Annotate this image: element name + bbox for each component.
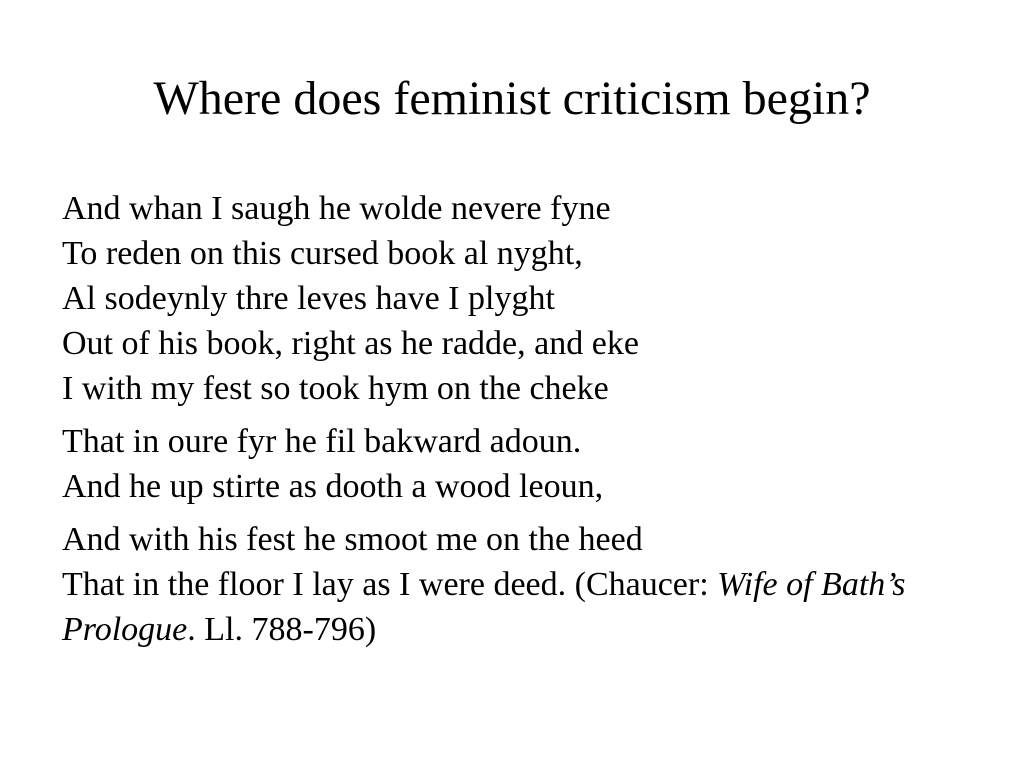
line-reference: . Ll. 788-796)	[187, 611, 377, 648]
verse-line: To reden on this cursed book al nyght,	[62, 235, 583, 272]
stanza-2	[62, 419, 982, 509]
verse-line: Out of his book, right as he radde, and eke	[62, 325, 639, 362]
work-title: Wife of Bath’s Prologue	[62, 566, 906, 648]
verse-line: That in oure fyr he fil bakward adoun.	[62, 423, 582, 460]
verse-line: Al sodeynly thre leves have I plyght	[62, 280, 555, 317]
stanza-3	[62, 517, 982, 652]
verse-line: And whan I saugh he wolde nevere fyne	[62, 190, 611, 227]
slide-title: Where does feminist criticism begin?	[153, 72, 871, 125]
verse-line: I with my fest so took hym on the cheke	[62, 370, 609, 407]
stanza-1	[62, 186, 982, 411]
verse-line-with-citation	[62, 562, 982, 652]
verse-line: And with his fest he smoot me on the heed	[62, 521, 643, 558]
final-verse-text: That in the floor I lay as I were deed. (Chaucer:	[62, 566, 718, 603]
slide-body	[62, 186, 982, 652]
verse-line: And he up stirte as dooth a wood leoun,	[62, 468, 604, 505]
